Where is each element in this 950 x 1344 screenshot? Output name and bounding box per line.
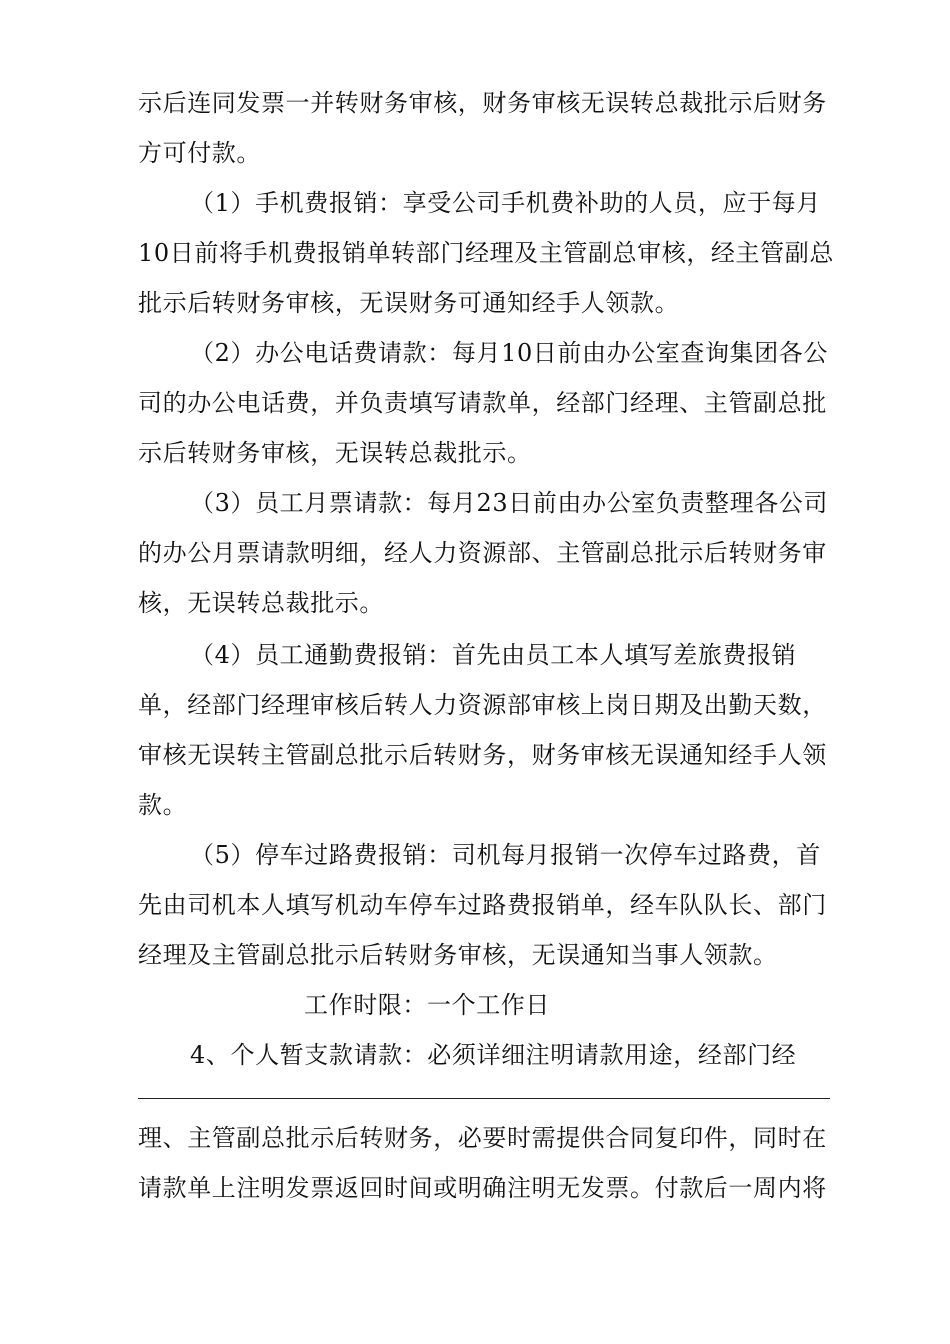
text-line: 10日前将手机费报销单转部门经理及主管副总审核，经主管副总 — [138, 239, 834, 267]
text-line: 司的办公电话费，并负责填写请款单，经部门经理、主管副总批 — [138, 389, 827, 417]
text-line: 审核无误转主管副总批示后转财务，财务审核无误通知经手人领 — [138, 741, 827, 769]
text-line: 批示后转财务审核，无误财务可通知经手人领款。 — [138, 289, 680, 317]
text-line: 经理及主管副总批示后转财务审核，无误通知当事人领款。 — [138, 941, 778, 969]
text-line: 示后连同发票一并转财务审核，财务审核无误转总裁批示后财务 — [138, 89, 827, 117]
text-line: 核，无误转总裁批示。 — [138, 589, 384, 617]
paragraph-item-4: （4）员工通勤费报销：首先由员工本人填写差旅费报销 — [190, 641, 797, 669]
work-time-limit: 工作时限：一个工作日 — [304, 991, 550, 1019]
page-divider — [138, 1098, 830, 1099]
text-line: 的办公月票请款明细，经人力资源部、主管副总批示后转财务审 — [138, 539, 827, 567]
paragraph-item-3: （3）员工月票请款：每月23日前由办公室负责整理各公司 — [190, 489, 829, 517]
paragraph-item-1: （1）手机费报销：享受公司手机费补助的人员，应于每月 — [190, 189, 821, 217]
text-line: 单，经部门经理审核后转人力资源部审核上岗日期及出勤天数， — [138, 691, 827, 719]
text-line: 先由司机本人填写机动车停车过路费报销单，经车队队长、部门 — [138, 891, 827, 919]
paragraph-item-5: （5）停车过路费报销：司机每月报销一次停车过路费，首 — [190, 841, 821, 869]
paragraph-item-2: （2）办公电话费请款：每月10日前由办公室查询集团各公 — [190, 339, 829, 367]
text-line: 请款单上注明发票返回时间或明确注明无发票。付款后一周内将 — [138, 1174, 827, 1202]
text-line: 款。 — [138, 791, 188, 819]
text-line: 方可付款。 — [138, 139, 261, 167]
text-line: 示后转财务审核，无误转总裁批示。 — [138, 439, 532, 467]
text-line: 理、主管副总批示后转财务，必要时需提供合同复印件，同时在 — [138, 1124, 827, 1152]
section-item-4: 4、个人暂支款请款：必须详细注明请款用途，经部门经 — [190, 1041, 797, 1069]
